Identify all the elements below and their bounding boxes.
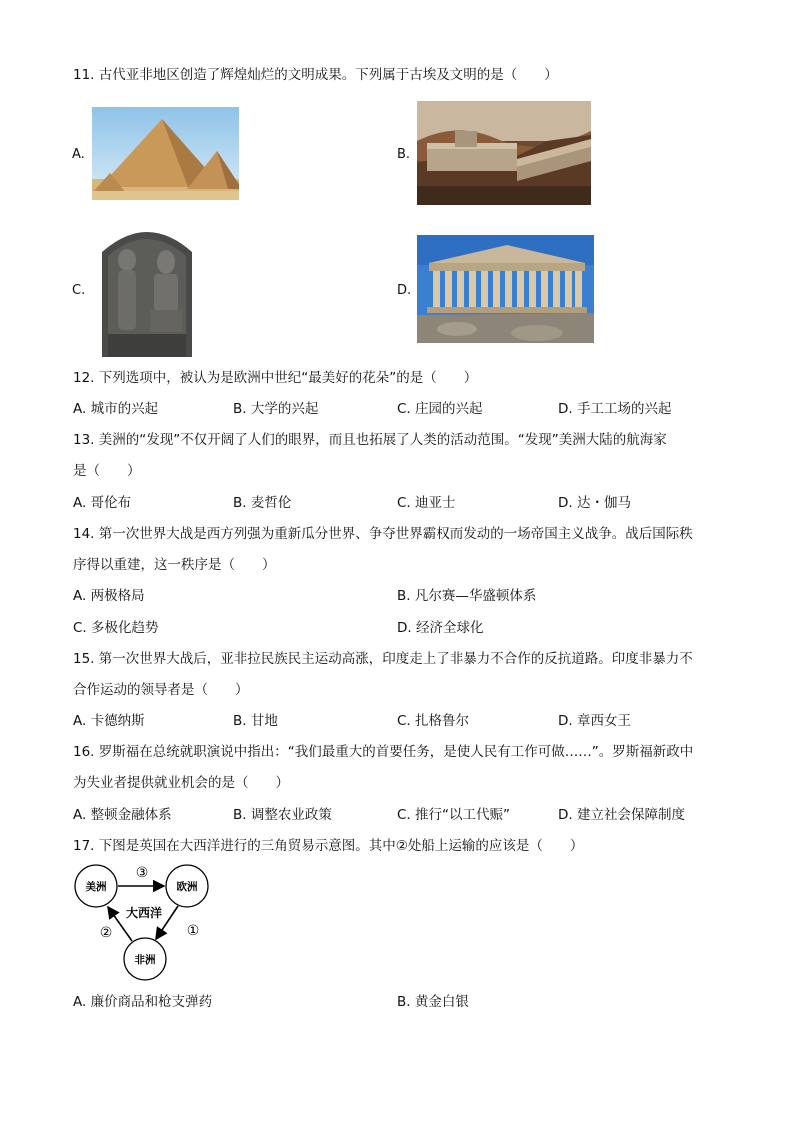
q11-option-c-label: C. <box>72 283 86 298</box>
q17-stem: 17. 下图是英国在大西洋进行的三角贸易示意图。其中②处船上运输的应该是（ ） <box>73 838 584 854</box>
q14-option-b[interactable]: B. 凡尔赛—华盛顿体系 <box>397 588 537 604</box>
great-wall-photo <box>417 101 591 205</box>
q11-option-a-label: A. <box>72 147 85 162</box>
q17-option-b[interactable]: B. 黄金白银 <box>397 994 469 1010</box>
route-label-3: ③ <box>135 865 149 881</box>
hammurabi-stele-photo <box>94 222 200 357</box>
q12-option-b[interactable]: B. 大学的兴起 <box>233 401 319 417</box>
q14-option-a[interactable]: A. 两极格局 <box>73 588 145 604</box>
pyramids-photo <box>92 107 239 200</box>
q16-option-d[interactable]: D. 建立社会保障制度 <box>558 807 685 823</box>
q15-option-b[interactable]: B. 甘地 <box>233 713 278 729</box>
route-label-1: ① <box>186 923 200 939</box>
node-africa: 非洲 <box>134 954 156 966</box>
q12-option-a[interactable]: A. 城市的兴起 <box>73 401 159 417</box>
q13-option-b[interactable]: B. 麦哲伦 <box>233 495 292 511</box>
center-label-atlantic: 大西洋 <box>125 906 163 920</box>
route-label-2: ② <box>99 925 113 941</box>
q14-option-c[interactable]: C. 多极化趋势 <box>73 620 159 636</box>
q13-stem-line-2: 是（ ） <box>73 463 141 479</box>
node-americas: 美洲 <box>85 881 107 893</box>
q16-stem-line-2: 为失业者提供就业机会的是（ ） <box>73 775 289 791</box>
q17-option-a[interactable]: A. 廉价商品和枪支弹药 <box>73 994 213 1010</box>
q11-option-d-label: D. <box>397 283 412 298</box>
q13-stem-line-1: 13. 美洲的“发现”不仅开阔了人们的眼界，而且也拓展了人类的活动范围。“发现”美洲大陆的航海家 <box>73 432 667 448</box>
q12-option-c[interactable]: C. 庄园的兴起 <box>397 401 483 417</box>
q16-option-c[interactable]: C. 推行“以工代赈” <box>397 807 510 823</box>
q14-stem-line-2: 序得以重建，这一秩序是（ ） <box>73 557 276 573</box>
q14-option-d[interactable]: D. 经济全球化 <box>397 620 484 636</box>
q13-option-a[interactable]: A. 哥伦布 <box>73 495 132 511</box>
q15-option-a[interactable]: A. 卡德纳斯 <box>73 713 145 729</box>
q11-stem: 11. 古代亚非地区创造了辉煌灿烂的文明成果。下列属于古埃及文明的是（ ） <box>73 67 558 83</box>
q16-stem-line-1: 16. 罗斯福在总统就职演说中指出：“我们最重大的首要任务，是使人民有工作可做……”。罗斯福新政中 <box>73 744 694 760</box>
q15-stem-line-2: 合作运动的领导者是（ ） <box>73 682 249 698</box>
q15-stem-line-1: 15. 第一次世界大战后，亚非拉民族民主运动高涨，印度走上了非暴力不合作的反抗道路。印度非暴力不 <box>73 651 693 667</box>
triangle-trade-diagram <box>72 860 218 988</box>
parthenon-photo <box>417 235 594 343</box>
q11-option-b-label: B. <box>397 147 411 162</box>
node-europe: 欧洲 <box>176 881 198 893</box>
q16-option-b[interactable]: B. 调整农业政策 <box>233 807 332 823</box>
q15-option-d[interactable]: D. 章西女王 <box>558 713 631 729</box>
q16-option-a[interactable]: A. 整顿金融体系 <box>73 807 172 823</box>
q15-option-c[interactable]: C. 扎格鲁尔 <box>397 713 470 729</box>
q12-stem: 12. 下列选项中，被认为是欧洲中世纪“最美好的花朵”的是（ ） <box>73 370 478 386</box>
q12-option-d[interactable]: D. 手工工场的兴起 <box>558 401 672 417</box>
q14-stem-line-1: 14. 第一次世界大战是西方列强为重新瓜分世界、争夺世界霸权而发动的一场帝国主义战争。战后国际秩 <box>73 526 693 542</box>
q13-option-c[interactable]: C. 迪亚士 <box>397 495 456 511</box>
q13-option-d[interactable]: D. 达・伽马 <box>558 495 631 511</box>
